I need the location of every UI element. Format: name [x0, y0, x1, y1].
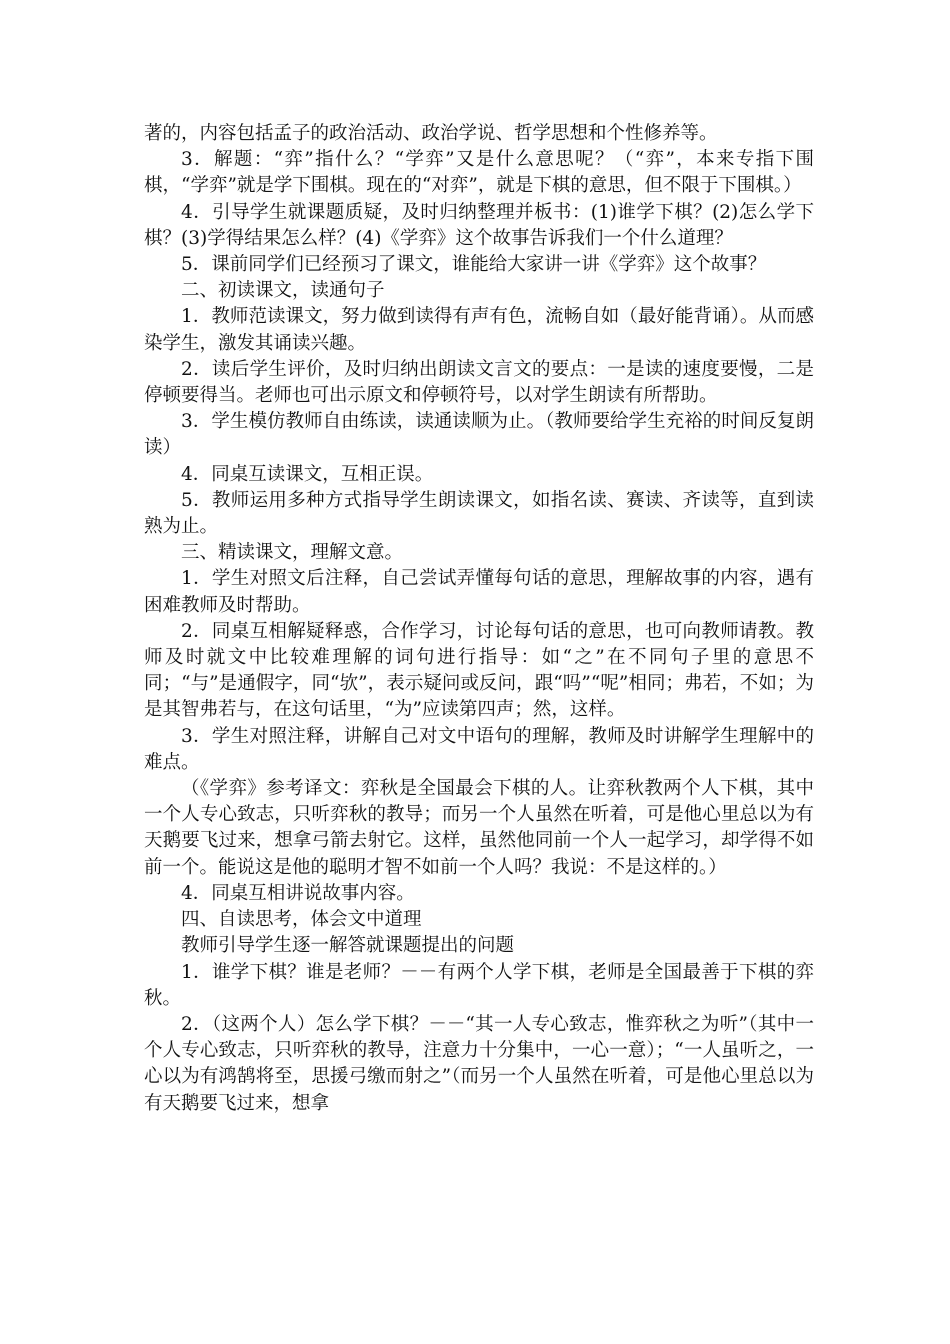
paragraph: 1．学生对照文后注释，自己尝试弄懂每句话的意思，理解故事的内容，遇有困难教师及时帮助。 [144, 568, 814, 616]
section-heading: 二、初读课文，读通句子 [181, 280, 385, 302]
translation-paragraph: （《学弈》参考译文：弈秋是全国最会下棋的人。让弈秋教两个人下棋，其中一个人专心致志，只听弈秋的教导；而另一个人虽然在听着，可是他心里总以为有天鹅要飞过来，想拿弓箭去射它。这样，虽然他同前一个人一起学习，却学得不如前一个。能说这是他的聪明才智不如前一个人吗？我说：不是这样的。） [144, 778, 814, 878]
paragraph: 5．课前同学们已经预习了课文，谁能给大家讲一讲《学弈》这个故事？ [181, 254, 767, 276]
paragraph: 著的，内容包括孟子的政治活动、政治学说、哲学思想和个性修养等。 [144, 123, 718, 144]
paragraph: 1．教师范读课文，努力做到读得有声有色，流畅自如（最好能背诵）。从而感染学生，激发其诵读兴趣。 [144, 306, 814, 354]
paragraph: 2．（这两个人）怎么学下棋？－－“其一人专心致志，惟弈秋之为听”（其中一个人专心致志，只听弈秋的教导，注意力十分集中，一心一意）；“一人虽听之，一心以为有鸿鹄将至，思援弓缴而射之”（而另一个人虽然在听着，可是他心里总以为有天鹅要飞过来，想拿 [144, 1013, 814, 1114]
document-page [144, 121, 814, 1117]
paragraph: 3．学生对照注释，讲解自己对文中语句的理解，教师及时讲解学生理解中的难点。 [144, 725, 814, 773]
paragraph: 4．引导学生就课题质疑，及时归纳整理并板书：(1)谁学下棋？(2)怎么学下棋？(3)学得结果怎么样？(4)《学弈》这个故事告诉我们一个什么道理？ [144, 201, 814, 249]
paragraph: 3．解题：“弈”指什么？“学弈”又是什么意思呢？（“弈”，本来专指下围棋，“学弈”就是学下围棋。现在的“对弈”，就是下棋的意思，但不限于下围棋。） [144, 149, 814, 197]
paragraph: 2．读后学生评价，及时归纳出朗读文言文的要点：一是读的速度要慢，二是停顿要得当。老师也可出示原文和停顿符号，以对学生朗读有所帮助。 [144, 358, 814, 407]
paragraph: 3．学生模仿教师自由练读，读通读顺为止。（教师要给学生充裕的时间反复朗读） [144, 411, 814, 459]
paragraph: 4．同桌互相讲说故事内容。 [181, 882, 415, 904]
section-heading: 四、自读思考，体会文中道理 [181, 909, 422, 931]
paragraph: 2．同桌互相解疑释惑，合作学习，讨论每句话的意思，也可向教师请教。教师及时就文中比较难理解的词句进行指导：如“之”在不同句子里的意思不同；“与”是通假字，同“欤”，表示疑问或反问，跟“吗”“呢”相同；弗若，不如；为是其智弗若与，在这句话里，“为”应读第四声；然，这样。 [144, 620, 814, 721]
paragraph: 教师引导学生逐一解答就课题提出的问题 [181, 935, 515, 957]
paragraph: 5．教师运用多种方式指导学生朗读课文，如指名读、赛读、齐读等，直到读熟为止。 [144, 489, 814, 538]
paragraph: 1．谁学下棋？谁是老师？－－有两个人学下棋，老师是全国最善于下棋的弈秋。 [144, 961, 814, 1009]
paragraph: 4．同桌互读课文，互相正误。 [181, 463, 434, 485]
section-heading: 三、精读课文，理解文意。 [181, 542, 404, 564]
